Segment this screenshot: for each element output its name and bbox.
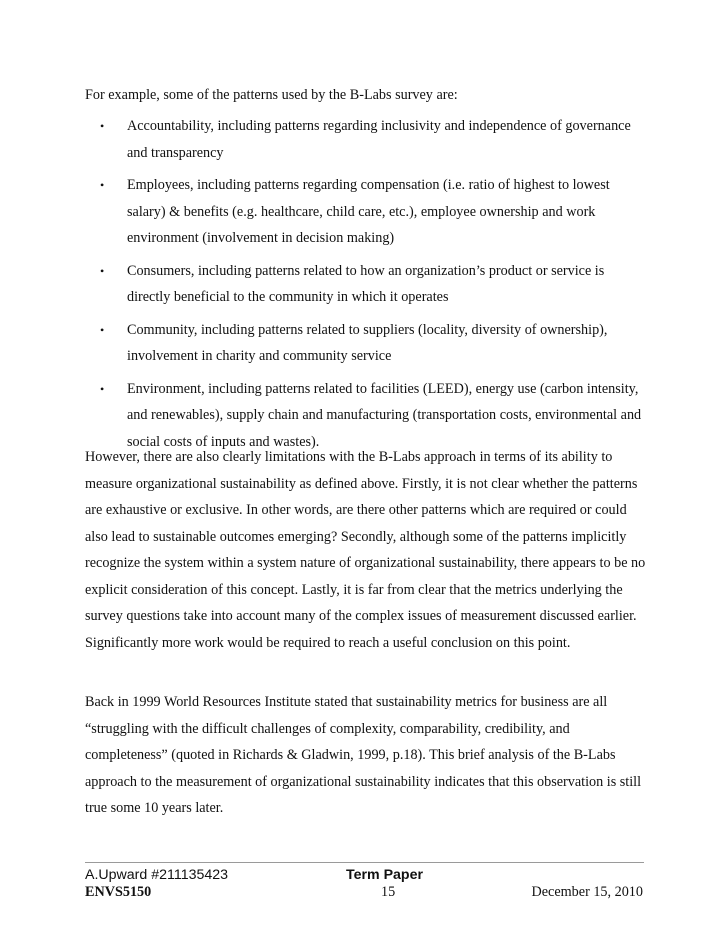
pattern-list xyxy=(85,113,645,461)
list-item-text: Environment, including patterns related to facilities (LEED), energy use (carbon intensity, and renewables), supply chain and manufacturing (transportation costs, environmental and social costs of inputs and wastes). xyxy=(127,380,642,450)
list-item xyxy=(85,317,645,370)
list-item xyxy=(85,113,645,166)
bullet-icon: • xyxy=(100,263,105,278)
list-item xyxy=(85,172,645,252)
bullet-icon: • xyxy=(100,178,105,192)
conclusion-paragraph: Back in 1999 World Resources Institute stated that sustainability metrics for business are all “struggling with the difficult challenges of complexity, comparability, credibility, and completeness” (quoted in Richards & Gladwin, 1999, p.18). This brief analysis of the B-Labs approach to the measurement of organizational sustainability indicates that this observation is still true some 10 years later. xyxy=(85,694,642,816)
footer-date: December 15, 2010 xyxy=(531,884,643,900)
footer-title: Term Paper xyxy=(346,867,424,883)
footer-author: A.Upward #211135423 xyxy=(85,867,229,883)
footer-course: ENVS5150 xyxy=(85,884,152,900)
list-item-text: Employees, including patterns regarding compensation (i.e. ratio of highest to lowest salary) & benefits (e.g. healthcare, child care, etc.), employee ownership and work environment (involvement in decision making) xyxy=(127,177,610,246)
list-item-text: Community, including patterns related to suppliers (locality, diversity of ownership), involvement in charity and community service xyxy=(127,321,608,364)
bullet-icon: • xyxy=(100,381,105,396)
limitations-paragraph: However, there are also clearly limitations with the B-Labs approach in terms of its ability to measure organizational sustainability as defined above. Firstly, it is not clear whether the patterns are exhaustive or exclusive. In other words, are there other patterns which are required or could also lead to sustainable outcomes emerging? Secondly, although some of the patterns implicitly recognize the system within a system nature of organizational sustainability, there appears to be no explicit consideration of this concept. Lastly, it is far from clear that the metrics underlying the survey questions take into account many of the complex issues of measurement discussed earlier. Significantly more work would be required to reach a useful conclusion on this point. xyxy=(85,449,646,651)
list-item xyxy=(85,258,645,311)
bullet-icon: • xyxy=(100,322,105,337)
footer-divider xyxy=(85,862,644,863)
intro-paragraph: For example, some of the patterns used by the B-Labs survey are: xyxy=(85,87,458,103)
page-number: 15 xyxy=(381,884,396,900)
bullet-icon: • xyxy=(100,119,105,133)
list-item-text: Consumers, including patterns related to how an organization’s product or service is directly beneficial to the community in which it operates xyxy=(127,262,605,305)
list-item-text: Accountability, including patterns regarding inclusivity and independence of governance and transparency xyxy=(127,118,631,161)
